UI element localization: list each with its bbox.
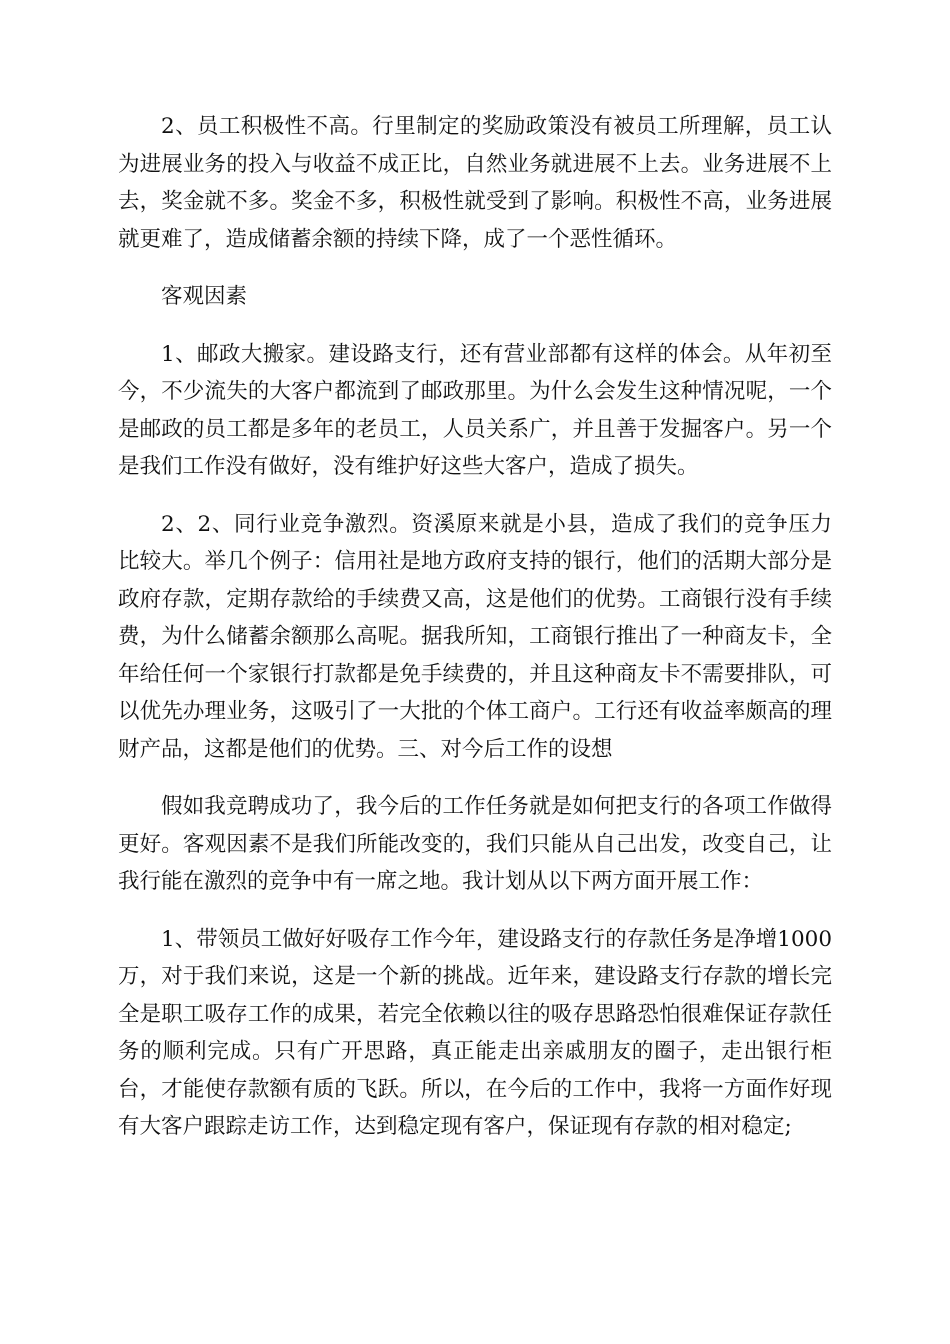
- paragraph-work-plan-intro: 假如我竞聘成功了，我今后的工作任务就是如何把支行的各项工作做得更好。客观因素不是我们所能改变的，我们只能从自己出发，改变自己，让我行能在激烈的竞争中有一席之地。我计划从以下两方面开展工作：: [118, 794, 832, 894]
- paragraph-deposit-work: 1、带领员工做好好吸存工作今年，建设路支行的存款任务是净增1000万，对于我们来说，这是一个新的挑战。近年来，建设路支行存款的增长完全是职工吸存工作的成果，若完全依赖以往的吸存思路恐怕很难保证存款任务的顺利完成。只有广开思路，真正能走出亲戚朋友的圈子，走出银行柜台，才能使存款额有质的飞跃。所以，在今后的工作中，我将一方面作好现有大客户跟踪走访工作，达到稳定现有客户，保证现有存款的相对稳定;: [118, 926, 832, 1139]
- paragraph-industry-competition: 2、2、同行业竞争激烈。资溪原来就是小县，造成了我们的竞争压力比较大。举几个例子：信用社是地方政府支持的银行，他们的活期大部分是政府存款，定期存款给的手续费又高，这是他们的优势。工商银行没有手续费，为什么储蓄余额那么高呢。据我所知，工商银行推出了一种商友卡，全年给任何一个家银行打款都是免手续费的，并且这种商友卡不需要排队，可以优先办理业务，这吸引了一大批的个体工商户。工行还有收益率颇高的理财产品，这都是他们的优势。三、对今后工作的设想: [118, 511, 832, 762]
- paragraph-postal-competition: 1、邮政大搬家。建设路支行，还有营业部都有这样的体会。从年初至今，不少流失的大客户都流到了邮政那里。为什么会发生这种情况呢，一个是邮政的员工都是多年的老员工，人员关系广，并且善于发掘客户。另一个是我们工作没有做好，没有维护好这些大客户，造成了损失。: [118, 341, 832, 479]
- section-heading-objective-factors: 客观因素: [161, 284, 248, 309]
- paragraph-staff-motivation: 2、员工积极性不高。行里制定的奖励政策没有被员工所理解，员工认为进展业务的投入与收益不成正比，自然业务就进展不上去。业务进展不上去，奖金就不多。奖金不多，积极性就受到了影响。积极性不高，业务进展就更难了，造成储蓄余额的持续下降，成了一个恶性循环。: [118, 114, 832, 252]
- document-page: [118, 108, 832, 1166]
